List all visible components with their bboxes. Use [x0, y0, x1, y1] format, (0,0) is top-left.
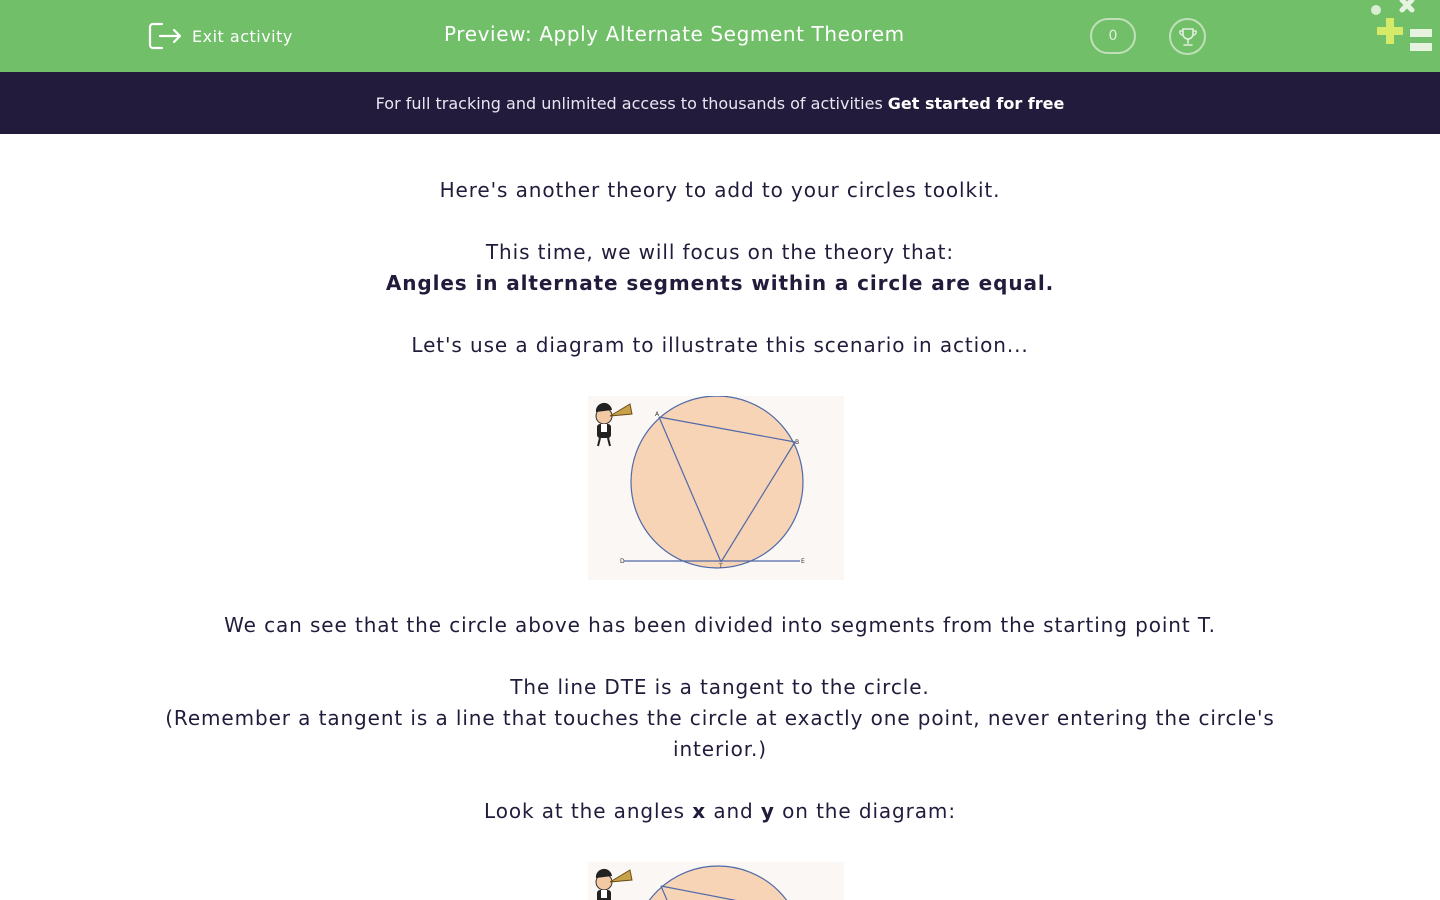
angle-y-label: y	[760, 799, 775, 823]
get-started-link[interactable]: Get started for free	[887, 93, 1065, 113]
exit-activity-button[interactable]	[148, 20, 293, 52]
theory-statement: Angles in alternate segments within a circle are equal.	[385, 271, 1055, 295]
angles-diagram	[588, 862, 844, 900]
circle-diagram	[588, 396, 844, 580]
promo-banner	[0, 72, 1440, 134]
intro-paragraph: Here's another theory to add to your circles toolkit.	[439, 178, 1001, 202]
angles-text-start: Look at the angles	[484, 799, 693, 823]
banner-text: For full tracking and unlimited access to thousands of activities	[375, 93, 883, 113]
tangent-paragraph: The line DTE is a tangent to the circle.	[510, 675, 930, 699]
tangent-note-line2: interior.)	[673, 737, 767, 761]
label-t: T	[719, 563, 723, 570]
label-a: A	[655, 411, 660, 418]
segments-paragraph: We can see that the circle above has been divided into segments from the starting point T.	[224, 613, 1216, 637]
angles-paragraph	[0, 799, 1440, 823]
angle-x-label: x	[692, 799, 707, 823]
theory-intro: This time, we will focus on the theory that:	[485, 240, 955, 264]
label-b: B	[795, 439, 800, 446]
exit-activity-label: Exit activity	[192, 26, 293, 46]
angles-text-end: on the diagram:	[774, 799, 956, 823]
mascot-icon	[596, 869, 632, 900]
label-e: E	[801, 558, 805, 565]
label-d: D	[620, 558, 625, 565]
diagram-intro: Let's use a diagram to illustrate this scenario in action...	[411, 333, 1029, 357]
page-title: Preview: Apply Alternate Segment Theorem	[444, 22, 905, 46]
top-bar	[0, 0, 1440, 72]
exit-icon	[148, 21, 184, 51]
mascot-icon	[596, 403, 632, 446]
trophy-button[interactable]	[1169, 18, 1206, 55]
tangent-note-line1: (Remember a tangent is a line that touches the circle at exactly one point, never entering the circle's	[165, 706, 1275, 730]
score-badge: 0	[1090, 18, 1136, 54]
circle-shape	[631, 396, 803, 568]
trophy-icon	[1176, 25, 1200, 49]
brand-logo-icon	[1366, 0, 1440, 60]
angles-text-mid: and	[706, 799, 761, 823]
